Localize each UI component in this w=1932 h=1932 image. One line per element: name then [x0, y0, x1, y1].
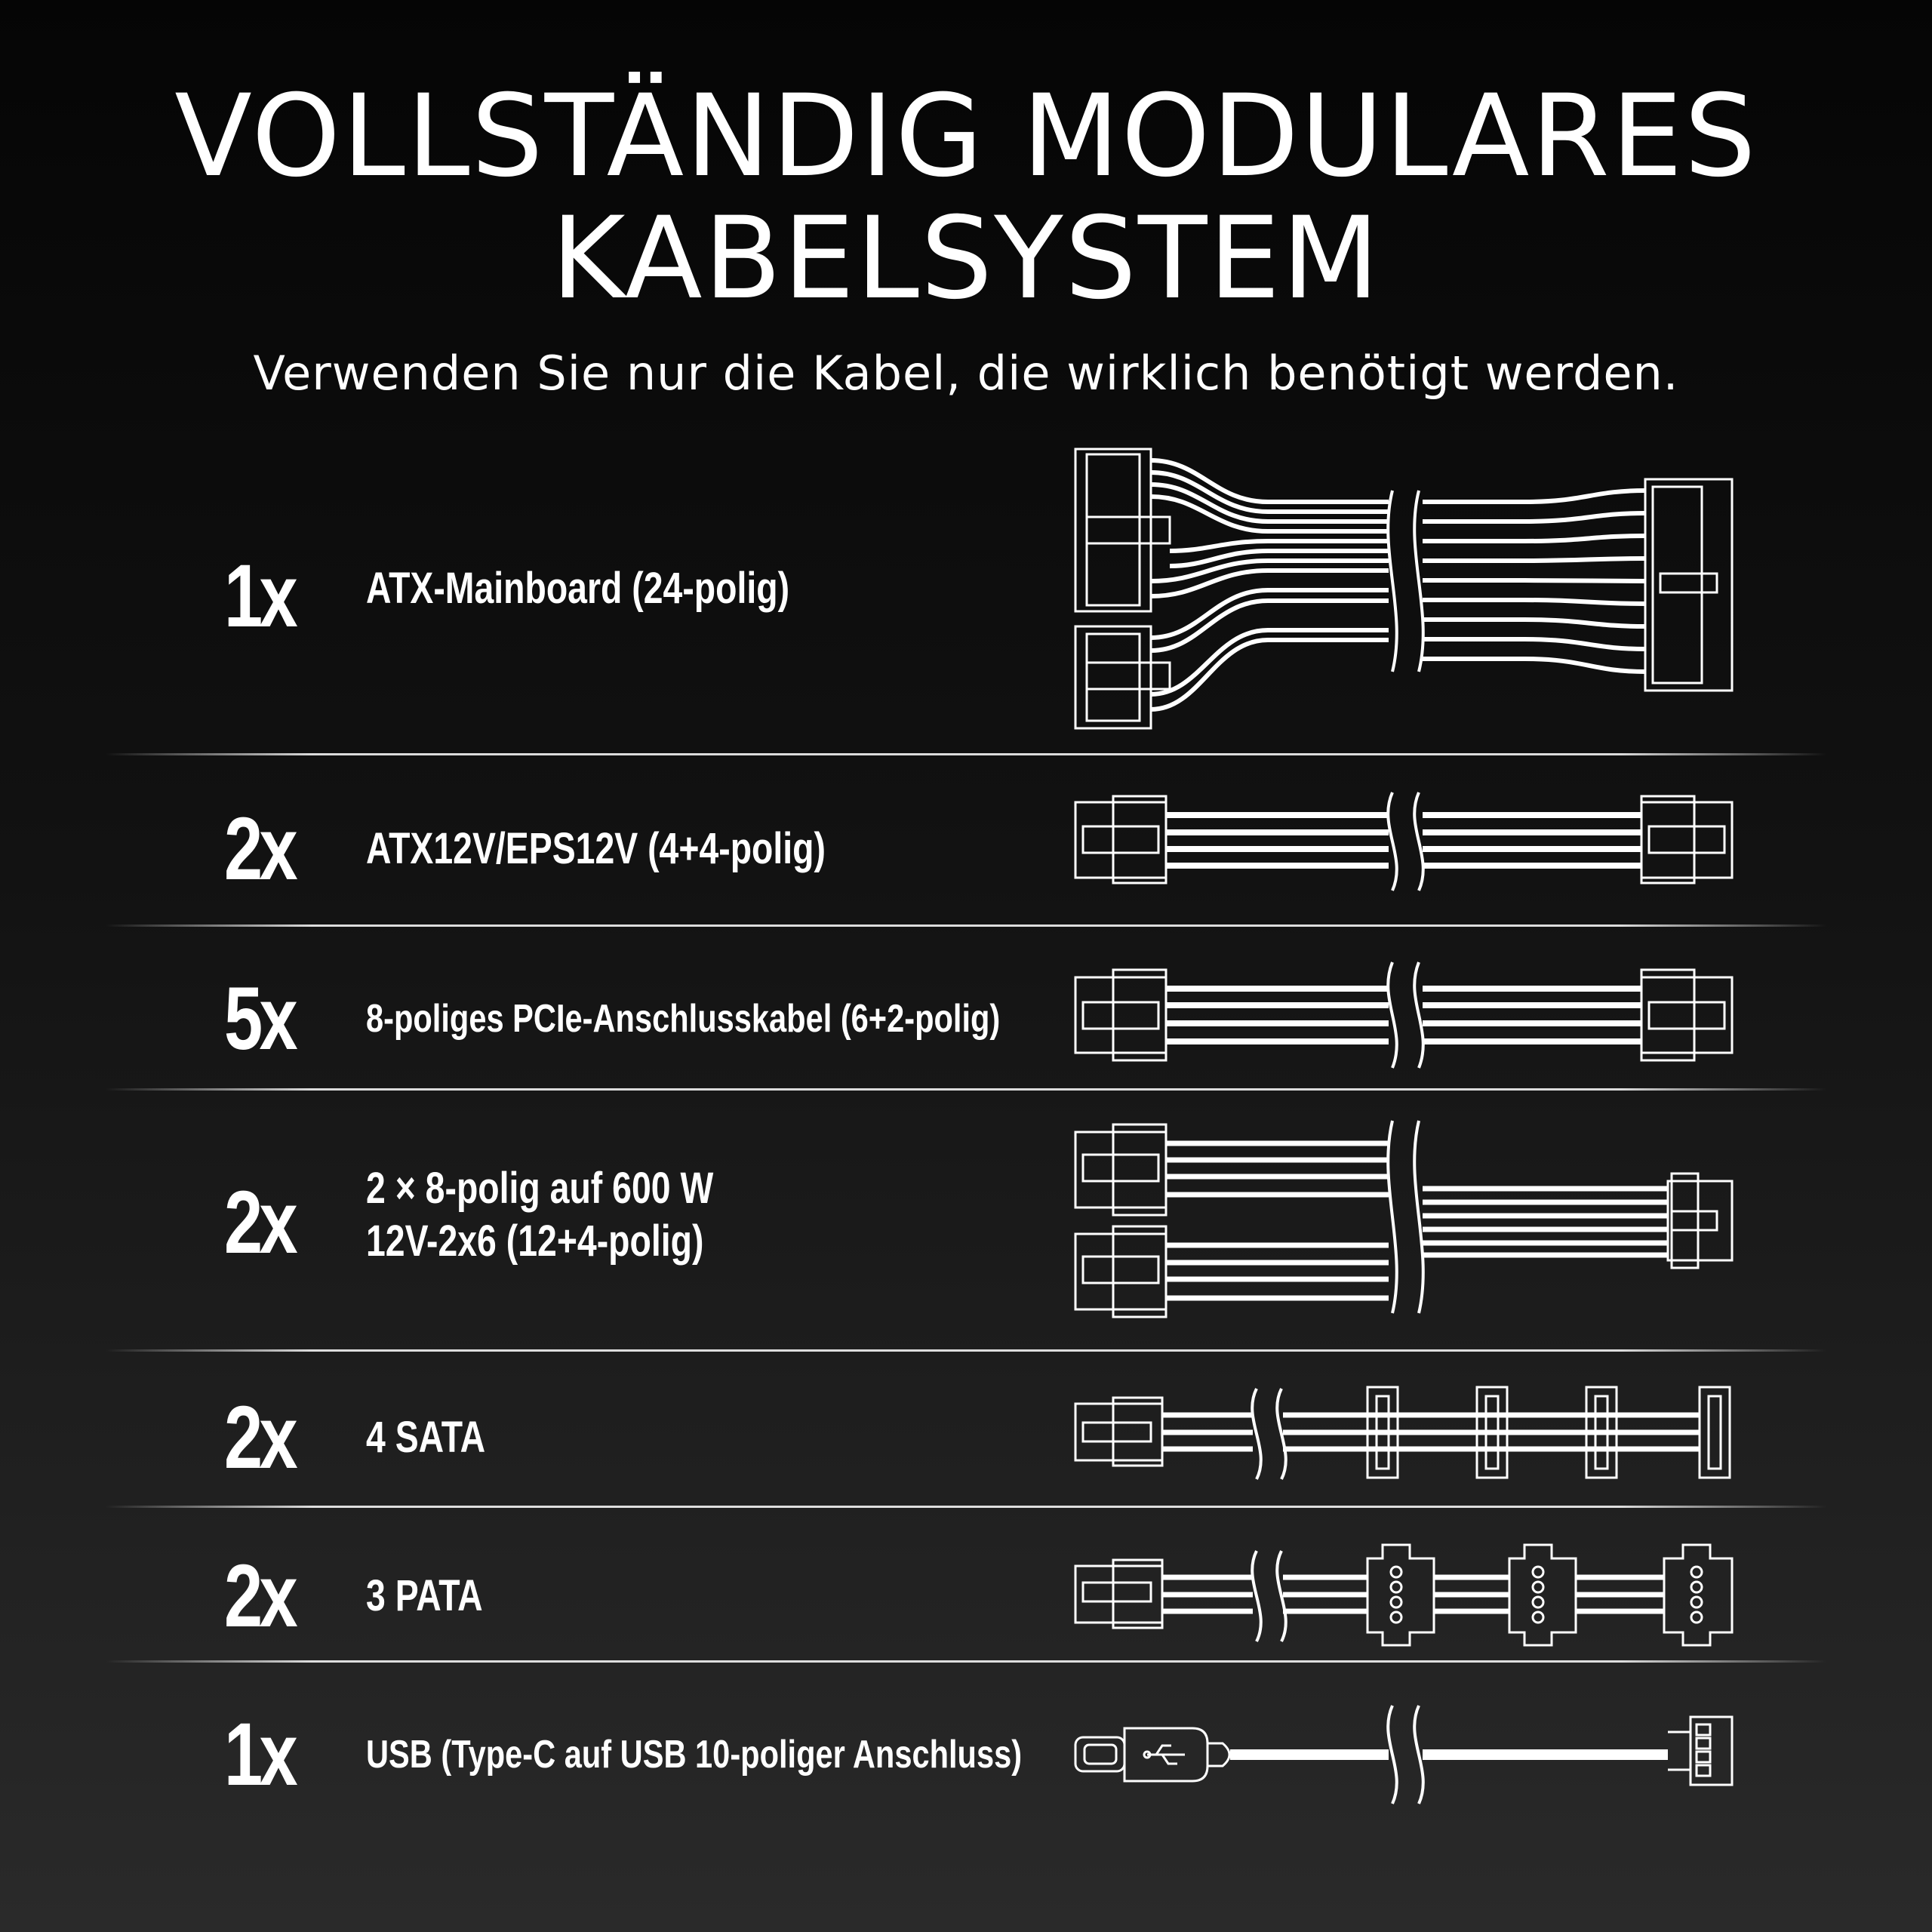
quantity: 1x [223, 546, 294, 646]
title-line-2: KABELSYSTEM [551, 193, 1381, 325]
cable-row-atx [0, 445, 1932, 755]
row-divider [106, 1349, 1826, 1352]
cable-row-12v2x6 [0, 1102, 1932, 1343]
cable-row-sata [0, 1358, 1932, 1502]
page-title [0, 71, 1932, 325]
quantity: 5x [223, 969, 294, 1069]
row-divider [106, 1660, 1826, 1663]
eps12v-cable-icon [1072, 781, 1736, 894]
row-divider [106, 924, 1826, 927]
quantity: 2x [223, 1546, 294, 1646]
cable-row-usb [0, 1672, 1932, 1823]
quantity: 2x [223, 1173, 294, 1272]
quantity: 1x [223, 1705, 294, 1804]
cable-label [366, 1162, 713, 1268]
cable-label: 8-poliges PCIe-Anschlusskabel (6+2-polig) [366, 997, 1001, 1041]
cable-row-eps [0, 770, 1932, 921]
cable-label-line-2: 12V-2x6 (12+4-polig) [366, 1217, 704, 1266]
usb-cable-icon [1072, 1690, 1736, 1811]
row-divider [106, 1506, 1826, 1508]
row-divider [106, 1088, 1826, 1091]
usb-symbol-icon [1144, 1746, 1185, 1764]
cable-label: USB (Type-C auf USB 10-poliger Anschluss) [366, 1733, 1023, 1777]
pata-cable-icon [1072, 1536, 1736, 1649]
row-divider [106, 753, 1826, 755]
cable-label: 4 SATA [366, 1413, 486, 1462]
quantity: 2x [223, 799, 294, 899]
title-line-1: VOLLSTÄNDIG MODULARES [174, 71, 1758, 202]
cable-label: ATX-Mainboard (24-polig) [366, 564, 790, 613]
quantity: 2x [223, 1388, 294, 1487]
cable-row-pata [0, 1517, 1932, 1660]
12v-2x6-cable-icon [1072, 1121, 1736, 1317]
cable-row-pcie [0, 936, 1932, 1087]
sata-cable-icon [1072, 1381, 1736, 1487]
cable-label-line-1: 2 × 8-polig auf 600 W [366, 1164, 714, 1213]
atx-24pin-cable-icon [1072, 445, 1736, 732]
cable-label: ATX12V/EPS12V (4+4-polig) [366, 824, 826, 873]
pcie-cable-icon [1072, 958, 1736, 1072]
cable-label: 3 PATA [366, 1571, 483, 1620]
page-subtitle: Verwenden Sie nur die Kabel, die wirklich benötigt werden. [253, 346, 1679, 401]
